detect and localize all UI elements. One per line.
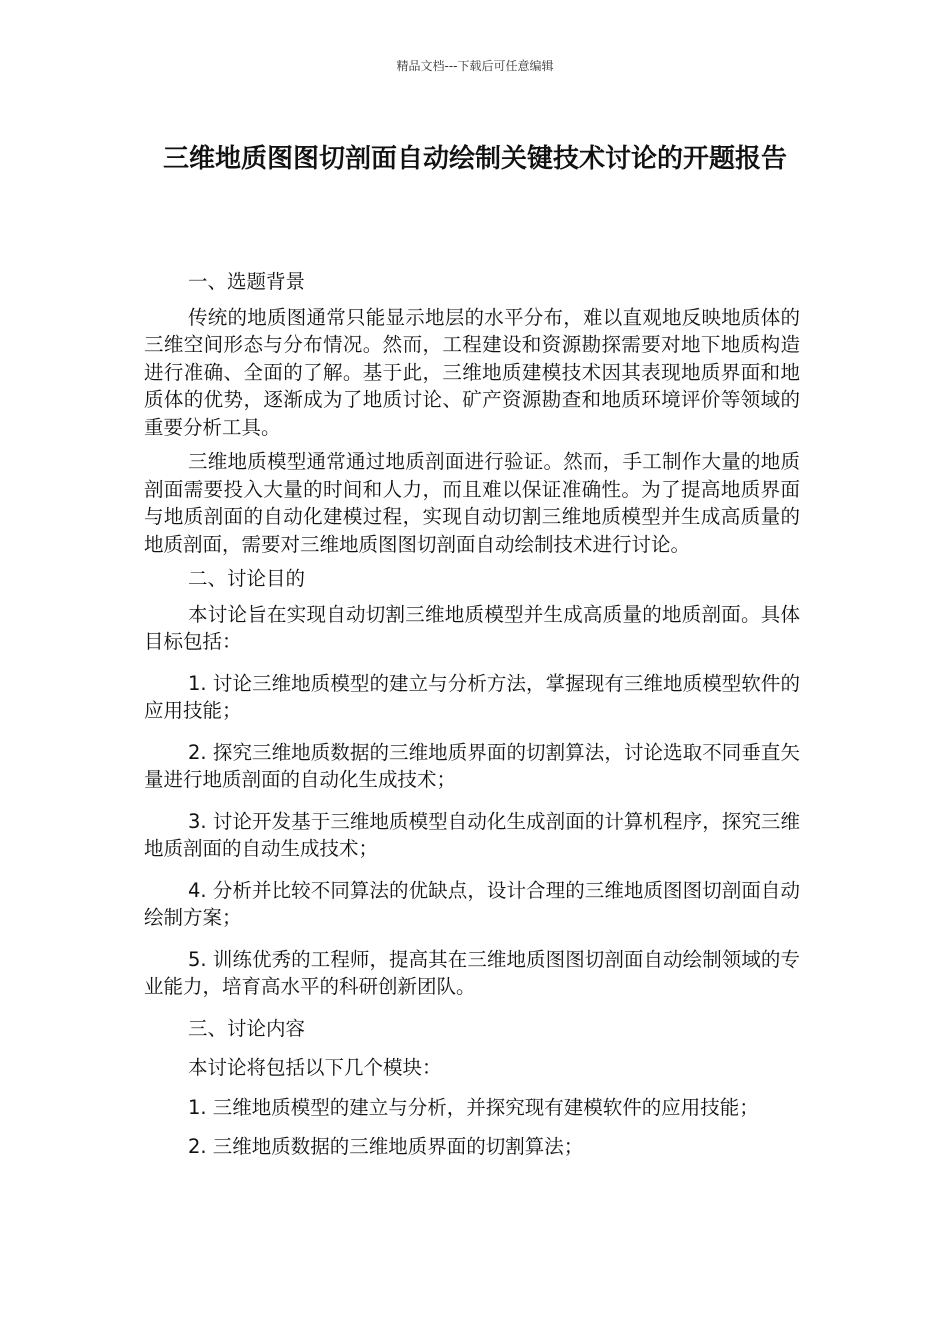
list-item: 5. 训练优秀的工程师，提高其在三维地质图图切剖面自动绘制领域的专业能力，培育高水平的科研创新团队。 bbox=[144, 947, 800, 998]
list-item: 4. 分析并比较不同算法的优缺点，设计合理的三维地质图图切剖面自动绘制方案； bbox=[144, 878, 800, 929]
header-note: 精品文档---下载后可任意编辑 bbox=[396, 59, 554, 73]
document-body bbox=[144, 268, 800, 1173]
list-item: 2. 探究三维地质数据的三维地质界面的切割算法，讨论选取不同垂直矢量进行地质剖面的自动化生成技术； bbox=[144, 740, 800, 791]
paragraph: 本讨论旨在实现自动切割三维地质模型并生成高质量的地质剖面。具体目标包括： bbox=[144, 602, 800, 653]
paragraph: 本讨论将包括以下几个模块： bbox=[188, 1056, 442, 1079]
paragraph: 三维地质模型通常通过地质剖面进行验证。然而，手工制作大量的地质剖面需要投入大量的时间和人力，而且难以保证准确性。为了提高地质界面与地质剖面的自动化建模过程，实现自动切割三维地质模型并生成高质量的地质剖面，需要对三维地质图图切剖面自动绘制技术进行讨论。 bbox=[144, 450, 800, 556]
list-item: 3. 讨论开发基于三维地质模型自动化生成剖面的计算机程序，探究三维地质剖面的自动生成技术； bbox=[144, 809, 800, 860]
document-title: 三维地质图图切剖面自动绘制关键技术讨论的开题报告 bbox=[162, 144, 787, 174]
section-heading-background: 一、选题背景 bbox=[188, 270, 306, 293]
paragraph: 传统的地质图通常只能显示地层的水平分布，难以直观地反映地质体的三维空间形态与分布情况。然而，工程建设和资源勘探需要对地下地质构造进行准确、全面的了解。基于此，三维地质建模技术因其表现地质界面和地质体的优势，逐渐成为了地质讨论、矿产资源勘查和地质环境评价等领域的重要分析工具。 bbox=[144, 305, 800, 439]
section-heading-objectives: 二、讨论目的 bbox=[188, 567, 306, 590]
section-heading-content: 三、讨论内容 bbox=[188, 1016, 306, 1040]
list-item: 1. 讨论三维地质模型的建立与分析方法，掌握现有三维地质模型软件的应用技能； bbox=[144, 671, 800, 722]
list-item: 2. 三维地质数据的三维地质界面的切割算法； bbox=[188, 1135, 584, 1158]
list-item: 1. 三维地质模型的建立与分析，并探究现有建模软件的应用技能； bbox=[188, 1095, 759, 1119]
